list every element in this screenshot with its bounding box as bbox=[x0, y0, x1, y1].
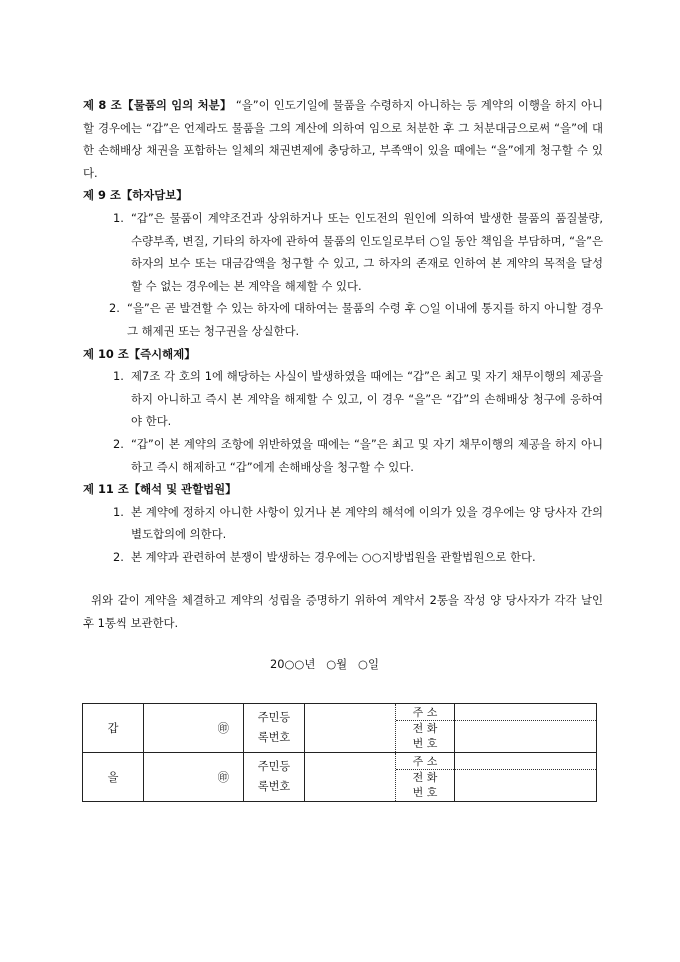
seal-mark: ㊞ bbox=[144, 753, 244, 802]
address-phone-values[interactable] bbox=[455, 753, 597, 802]
article-8 bbox=[83, 94, 603, 184]
phone-label-line2: 번 호 bbox=[412, 786, 438, 799]
address-label: 주 소 bbox=[396, 754, 454, 770]
item-text: “갑”이 본 계약의 조항에 위반하였을 때에는 “을”은 최고 및 자기 채무이행의 제공을 하지 아니하고 즉시 해제하고 “갑”에게 손해배상을 청구할 수 있다. bbox=[131, 436, 603, 474]
address-phone-labels bbox=[396, 704, 455, 753]
article-11-heading: 제 11 조【해석 및 관할법원】 bbox=[83, 482, 237, 497]
article-9-item-1 bbox=[83, 207, 603, 297]
contract-body bbox=[83, 94, 603, 635]
rrn-value[interactable] bbox=[305, 704, 396, 753]
phone-label-line1: 전 화 bbox=[412, 771, 438, 784]
item-text: 본 계약과 관련하여 분쟁이 발생하는 경우에는 ○○지방법원을 관할법원으로 한다. bbox=[131, 549, 536, 564]
article-11 bbox=[83, 478, 603, 568]
item-text: 본 계약에 정하지 아니한 사항이 있거나 본 계약의 해석에 이의가 있을 경우에는 양 당사자 간의 별도합의에 의한다. bbox=[131, 504, 603, 542]
signature-table bbox=[82, 703, 597, 802]
rrn-label-line1: 주민등 bbox=[257, 760, 291, 773]
rrn-label-line2: 록번호 bbox=[257, 780, 291, 793]
signature-row-eul bbox=[83, 753, 597, 802]
article-10-item-2 bbox=[83, 433, 603, 478]
seal-mark: ㊞ bbox=[144, 704, 244, 753]
address-label: 주 소 bbox=[396, 705, 454, 721]
rrn-label bbox=[244, 704, 305, 753]
phone-value[interactable] bbox=[455, 770, 596, 800]
closing-statement: 위와 같이 계약을 체결하고 계약의 성립을 증명하기 위하여 계약서 2통을 작성 양 당사자가 각각 날인 후 1통씩 보관한다. bbox=[83, 593, 603, 631]
article-10-heading: 제 10 조【즉시해제】 bbox=[83, 346, 196, 361]
phone-label-line2: 번 호 bbox=[412, 737, 438, 750]
party-name: 을 bbox=[83, 753, 144, 802]
article-11-item-2 bbox=[83, 546, 603, 569]
item-number: 1. bbox=[113, 210, 124, 225]
article-9-item-2 bbox=[83, 297, 603, 342]
address-phone-labels bbox=[396, 753, 455, 802]
article-10 bbox=[83, 343, 603, 479]
phone-value[interactable] bbox=[455, 721, 596, 751]
article-11-item-1 bbox=[83, 501, 603, 546]
article-9 bbox=[83, 184, 603, 342]
item-text: “갑”은 물품이 계약조건과 상위하거나 또는 인도전의 원인에 의하여 발생한 물품의 품질불량, 수량부족, 변질, 기타의 하자에 관하여 물품의 인도일로부터 ○일 동안 책임을 부담하며, “을”은 하자의 보수 또는 대금감액을 청구할 수 있고, 그 하자의 존재로 인하여 본 계약의 목적을 달성할 수 없는 경우에는 본 계약을 해제할 수 있다. bbox=[131, 210, 603, 293]
item-number: 2. bbox=[113, 436, 124, 451]
party-name: 갑 bbox=[83, 704, 144, 753]
address-phone-values[interactable] bbox=[455, 704, 597, 753]
item-text: 제7조 각 호의 1에 해당하는 사실이 발생하였을 때에는 “갑”은 최고 및 자기 채무이행의 제공을 하지 아니하고 즉시 본 계약을 해제할 수 있고, 이 경우 “을”은 “갑”의 손해배상 청구에 응하여야 한다. bbox=[131, 369, 603, 429]
phone-label-line1: 전 화 bbox=[412, 722, 438, 735]
contract-date: 20○○년 ○월 ○일 bbox=[270, 657, 379, 671]
item-number: 2. bbox=[109, 301, 120, 316]
address-value[interactable] bbox=[455, 705, 596, 721]
article-10-item-1 bbox=[83, 365, 603, 433]
article-8-text: “을”이 인도기일에 물품을 수령하지 아니하는 등 계약의 이행을 하지 아니할 경우에는 “갑”은 언제라도 물품을 그의 계산에 의하여 임으로 처분한 후 그 처분대금으로써 “을”에 대한 손해배상 채권을 포함하는 일체의 채권변제에 충당하고, 부족액이 있을 때에는 “을”에게 청구할 수 있다. bbox=[83, 98, 603, 180]
address-value[interactable] bbox=[455, 754, 596, 770]
item-number: 2. bbox=[113, 549, 124, 564]
rrn-label-line1: 주민등 bbox=[257, 711, 291, 724]
rrn-label-line2: 록번호 bbox=[257, 731, 291, 744]
item-text: “을”은 곧 발견할 수 있는 하자에 대하여는 물품의 수령 후 ○일 이내에 통지를 하지 아니할 경우 그 해제권 또는 청구권을 상실한다. bbox=[127, 301, 603, 338]
item-number: 1. bbox=[113, 504, 124, 519]
article-8-heading: 제 8 조【물품의 임의 처분】 bbox=[83, 98, 232, 112]
item-number: 1. bbox=[113, 369, 124, 384]
rrn-label bbox=[244, 753, 305, 802]
article-9-heading: 제 9 조【하자담보】 bbox=[83, 188, 188, 203]
rrn-value[interactable] bbox=[305, 753, 396, 802]
signature-row-gap bbox=[83, 704, 597, 753]
